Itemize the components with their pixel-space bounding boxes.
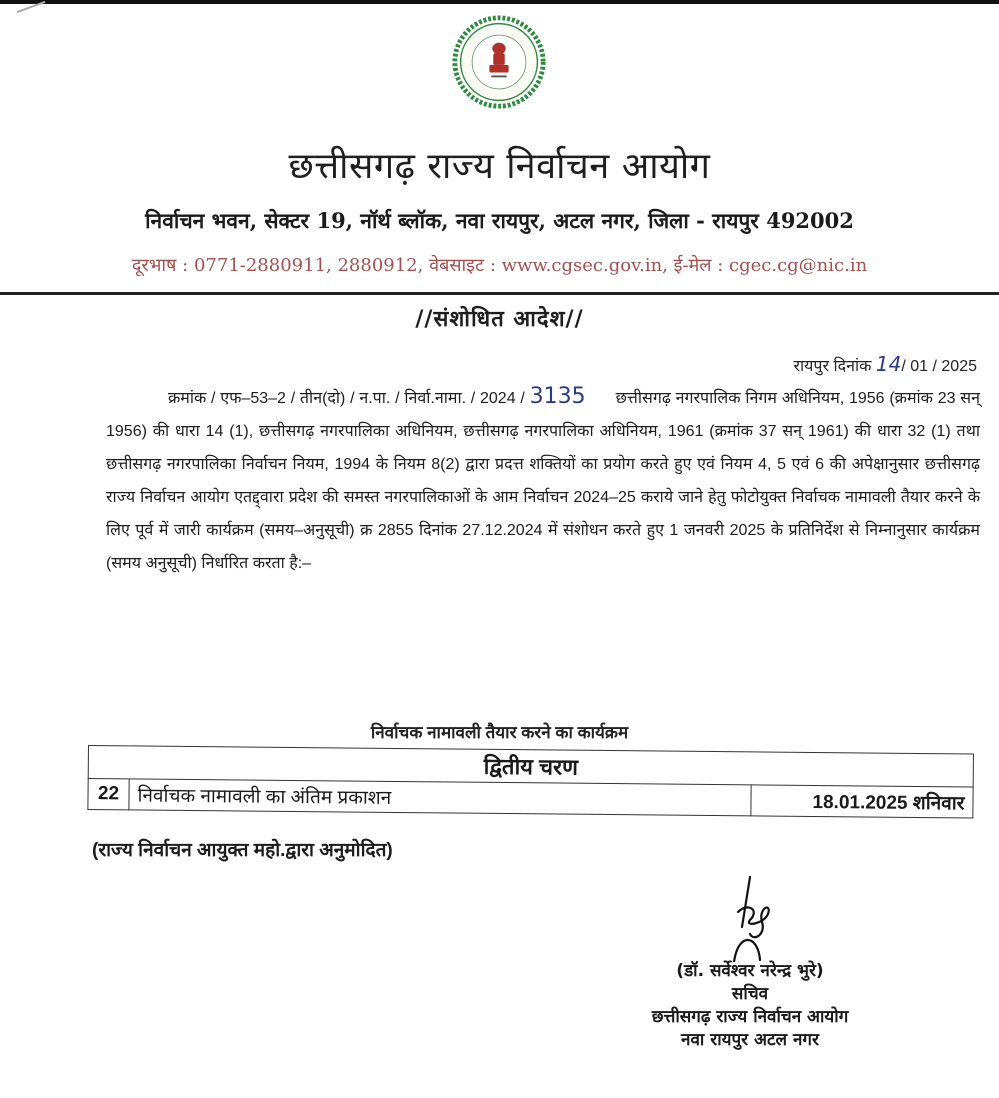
date-prefix: रायपुर दिनांक — [793, 358, 876, 375]
date-rest: / 01 / 2025 — [901, 358, 977, 375]
order-body-text: छत्तीसगढ़ नगरपालिक निगम अधिनियम, 1956 (क्रमांक 23 सन् 1956) की धारा 14 (1), छत्तीसगढ़ नगरपालिका अधिनियम, छत्तीसगढ़ नगरपालिका अधिनियम, 1961 (क्रमांक 37 सन् 1961) की धारा 32 (1) तथा छत्तीसगढ़ नगरपालिका निर्वाचन नियम, 1994 के नियम 8(2) द्वारा प्रदत्त शक्तियों का प्रयोग करते हुए एवं नियम 4, 5 एवं 6 की अपेक्षानुसार छत्तीसगढ़ राज्य निर्वाचन आयोग एतद्द्वारा प्रदेश की समस्त नगरपालिकाओं के आम निर्वाचन 2024–25 कराये जाने हेतु फोटोयुक्त निर्वाचक नामावली तैयार करने के लिए पूर्व में जारी कार्यक्रम (समय–अनुसूची) क्र 2855 दिनांक 27.12.2024 में संशोधन करते हुए 1 जनवरी 2025 के प्रतिनिर्देश से निम्नानुसार कार्यक्रम (समय अनुसूची) निर्धारित करता है:– — [106, 390, 980, 572]
row-activity: निर्वाचक नामावली का अंतिम प्रकाशन — [129, 779, 751, 816]
top-border — [0, 0, 999, 4]
schedule-phase: द्वितीय चरण — [88, 746, 973, 787]
order-date — [793, 352, 977, 376]
signatory-organization: छत्तीसगढ़ राज्य निर्वाचन आयोग — [651, 1007, 849, 1027]
signatory-block — [560, 960, 940, 1052]
approval-note: (राज्य निर्वाचन आयुक्त महो.द्वारा अनुमोदित) — [92, 840, 393, 861]
commission-seal-logo — [451, 14, 547, 110]
letterhead-divider — [0, 292, 999, 295]
schedule-table — [87, 745, 974, 819]
order-number-handwritten: 3135 — [529, 384, 586, 409]
row-date: 18.01.2025 शनिवार — [751, 785, 973, 818]
organization-name: छत्तीसगढ़ राज्य निर्वाचन आयोग — [288, 146, 711, 187]
signatory-location: नवा रायपुर अटल नगर — [681, 1030, 819, 1050]
organization-address: निर्वाचन भवन, सेक्टर 19, नॉर्थ ब्लॉक, नवा रायपुर, अटल नगर, जिला - रायपुर 492002 — [145, 208, 854, 233]
signatory-designation: सचिव — [731, 984, 769, 1004]
row-number: 22 — [88, 779, 129, 810]
organization-contact: दूरभाष : 0771-2880911, 2880912, वेबसाइट : www.cgsec.gov.in, ई-मेल : cgec.cg@nic.in — [131, 255, 868, 276]
signatory-name: (डॉ. सर्वेश्वर नरेन्द्र भुरे) — [676, 961, 824, 981]
order-body — [106, 380, 980, 580]
schedule-title: निर्वाचक नामावली तैयार करने का कार्यक्रम — [370, 723, 629, 742]
handwritten-signature — [720, 872, 800, 962]
order-title: //संशोधित आदेश// — [415, 307, 584, 332]
date-handwritten-day: 14 — [875, 352, 902, 376]
order-number-prefix: क्रमांक / एफ–53–2 / तीन(दो) / न.पा. / निर्वा.नामा. / 2024 / — [168, 390, 530, 407]
